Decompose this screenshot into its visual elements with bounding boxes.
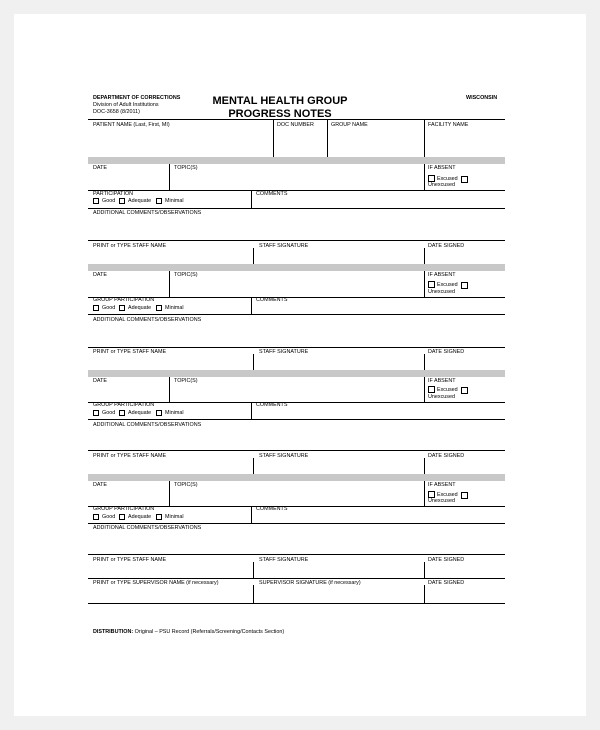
supervisor-signature-label: SUPERVISOR SIGNATURE (if necessary): [259, 580, 361, 586]
divider: [253, 585, 254, 603]
adequate-checkbox[interactable]: [119, 514, 125, 520]
topics-label: TOPIC(S): [174, 378, 198, 384]
divider: [169, 164, 170, 190]
unexcused-checkbox[interactable]: [461, 176, 468, 183]
divider: [169, 481, 170, 507]
if-absent-label: IF ABSENT: [428, 482, 456, 488]
divider: [88, 119, 505, 120]
group-name-label: GROUP NAME: [331, 122, 368, 128]
good-label: Good: [102, 410, 116, 416]
minimal-checkbox[interactable]: [156, 198, 162, 204]
good-checkbox[interactable]: [93, 514, 99, 520]
divider: [424, 562, 425, 578]
divider: [424, 585, 425, 603]
minimal-label: Minimal: [165, 410, 184, 416]
divider: [253, 562, 254, 578]
print-staff-name-label: PRINT or TYPE STAFF NAME: [93, 243, 167, 249]
state-label: WISCONSIN: [466, 95, 498, 101]
divider: [251, 402, 252, 420]
good-label: Good: [102, 514, 116, 520]
divider: [424, 354, 425, 370]
good-checkbox[interactable]: [93, 410, 99, 416]
group-participation-label: GROUP PARTICIPATION: [93, 402, 155, 408]
topics-label: TOPIC(S): [174, 482, 198, 488]
good-label: Good: [102, 305, 116, 311]
doc-number-label: DOC NUMBER: [277, 122, 314, 128]
divider: [424, 248, 425, 264]
staff-signature-label: STAFF SIGNATURE: [259, 557, 309, 563]
adequate-label: Adequate: [128, 198, 152, 204]
divider: [251, 297, 252, 315]
unexcused-label: Unexcused: [428, 498, 455, 504]
adequate-label: Adequate: [128, 410, 152, 416]
adequate-label: Adequate: [128, 514, 152, 520]
section-band: [88, 474, 505, 481]
excused-checkbox[interactable]: [428, 386, 435, 393]
minimal-checkbox[interactable]: [156, 514, 162, 520]
topics-label: TOPIC(S): [174, 165, 198, 171]
department-label: DEPARTMENT OF CORRECTIONS: [93, 95, 181, 101]
excused-label: Excused: [437, 176, 458, 182]
divider: [88, 208, 505, 209]
adequate-label: Adequate: [128, 305, 152, 311]
date-signed-label: DATE SIGNED: [428, 557, 465, 563]
adequate-checkbox[interactable]: [119, 198, 125, 204]
print-staff-name-label: PRINT or TYPE STAFF NAME: [93, 557, 167, 563]
unexcused-label: Unexcused: [428, 394, 455, 400]
section-band: [88, 370, 505, 377]
date-label: DATE: [93, 272, 107, 278]
date-label: DATE: [93, 165, 107, 171]
divider: [169, 271, 170, 297]
section-band: [88, 157, 505, 164]
comments-label: COMMENTS: [256, 297, 288, 303]
group-participation-label: GROUP PARTICIPATION: [93, 297, 155, 303]
excused-label: Excused: [437, 387, 458, 393]
divider: [424, 271, 425, 297]
comments-label: COMMENTS: [256, 402, 288, 408]
date-label: DATE: [93, 378, 107, 384]
excused-checkbox[interactable]: [428, 281, 435, 288]
date-label: DATE: [93, 482, 107, 488]
divider: [88, 603, 505, 604]
unexcused-checkbox[interactable]: [461, 387, 468, 394]
form-title: [200, 95, 360, 121]
divider: [88, 578, 505, 579]
excused-label: Excused: [437, 282, 458, 288]
additional-comments-label: ADDITIONAL COMMENTS/OBSERVATIONS: [93, 525, 202, 531]
good-checkbox[interactable]: [93, 305, 99, 311]
staff-signature-label: STAFF SIGNATURE: [259, 349, 309, 355]
unexcused-checkbox[interactable]: [461, 282, 468, 289]
excused-checkbox[interactable]: [428, 175, 435, 182]
participation-label: PARTICIPATION: [93, 191, 134, 197]
divider: [424, 481, 425, 507]
minimal-label: Minimal: [165, 198, 184, 204]
divider: [88, 419, 505, 420]
distribution-note: [93, 629, 284, 635]
unexcused-label: Unexcused: [428, 182, 455, 188]
divider: [424, 377, 425, 403]
divider: [251, 506, 252, 524]
excused-label: Excused: [437, 492, 458, 498]
division-label: Division of Adult Institutions: [93, 102, 159, 108]
topics-label: TOPIC(S): [174, 272, 198, 278]
divider: [424, 119, 425, 157]
additional-comments-label: ADDITIONAL COMMENTS/OBSERVATIONS: [93, 422, 202, 428]
patient-name-label: PATIENT NAME (Last, First, MI): [93, 122, 170, 128]
if-absent-label: IF ABSENT: [428, 378, 456, 384]
divider: [88, 240, 505, 241]
minimal-checkbox[interactable]: [156, 410, 162, 416]
distribution-label: DISTRIBUTION:: [93, 629, 134, 635]
group-participation-label: GROUP PARTICIPATION: [93, 506, 155, 512]
date-signed-label: DATE SIGNED: [428, 453, 465, 459]
divider: [253, 248, 254, 264]
divider: [88, 347, 505, 348]
divider: [251, 190, 252, 209]
excused-checkbox[interactable]: [428, 491, 435, 498]
divider: [88, 554, 505, 555]
divider: [88, 523, 505, 524]
if-absent-label: IF ABSENT: [428, 272, 456, 278]
form-title-line2: PROGRESS NOTES: [228, 108, 332, 120]
comments-label: COMMENTS: [256, 191, 288, 197]
divider: [273, 119, 274, 157]
additional-comments-label: ADDITIONAL COMMENTS/OBSERVATIONS: [93, 210, 202, 216]
print-staff-name-label: PRINT or TYPE STAFF NAME: [93, 453, 167, 459]
facility-name-label: FACILITY NAME: [428, 122, 469, 128]
form-page: [14, 14, 586, 716]
divider: [169, 377, 170, 403]
divider: [253, 354, 254, 370]
staff-signature-label: STAFF SIGNATURE: [259, 453, 309, 459]
date-signed-label: DATE SIGNED: [428, 580, 465, 586]
divider: [88, 190, 505, 191]
good-label: Good: [102, 198, 116, 204]
divider: [88, 450, 505, 451]
section-band: [88, 264, 505, 271]
date-signed-label: DATE SIGNED: [428, 243, 465, 249]
minimal-label: Minimal: [165, 514, 184, 520]
comments-label: COMMENTS: [256, 506, 288, 512]
minimal-checkbox[interactable]: [156, 305, 162, 311]
date-signed-label: DATE SIGNED: [428, 349, 465, 355]
unexcused-label: Unexcused: [428, 289, 455, 295]
divider: [253, 458, 254, 474]
staff-signature-label: STAFF SIGNATURE: [259, 243, 309, 249]
adequate-checkbox[interactable]: [119, 410, 125, 416]
minimal-label: Minimal: [165, 305, 184, 311]
if-absent-label: IF ABSENT: [428, 165, 456, 171]
additional-comments-label: ADDITIONAL COMMENTS/OBSERVATIONS: [93, 317, 202, 323]
print-staff-name-label: PRINT or TYPE STAFF NAME: [93, 349, 167, 355]
divider: [327, 119, 328, 157]
print-supervisor-name-label: PRINT or TYPE SUPERVISOR NAME (if necessary): [93, 580, 219, 586]
good-checkbox[interactable]: [93, 198, 99, 204]
divider: [424, 164, 425, 190]
adequate-checkbox[interactable]: [119, 305, 125, 311]
unexcused-checkbox[interactable]: [461, 492, 468, 499]
distribution-text: Original – PSU Record (Referrals/Screening/Contacts Section): [133, 629, 285, 635]
divider: [424, 458, 425, 474]
form-title-line1: MENTAL HEALTH GROUP: [212, 95, 348, 107]
divider: [88, 314, 505, 315]
doc-form-number: DOC-3658 (8/2011): [93, 109, 140, 115]
